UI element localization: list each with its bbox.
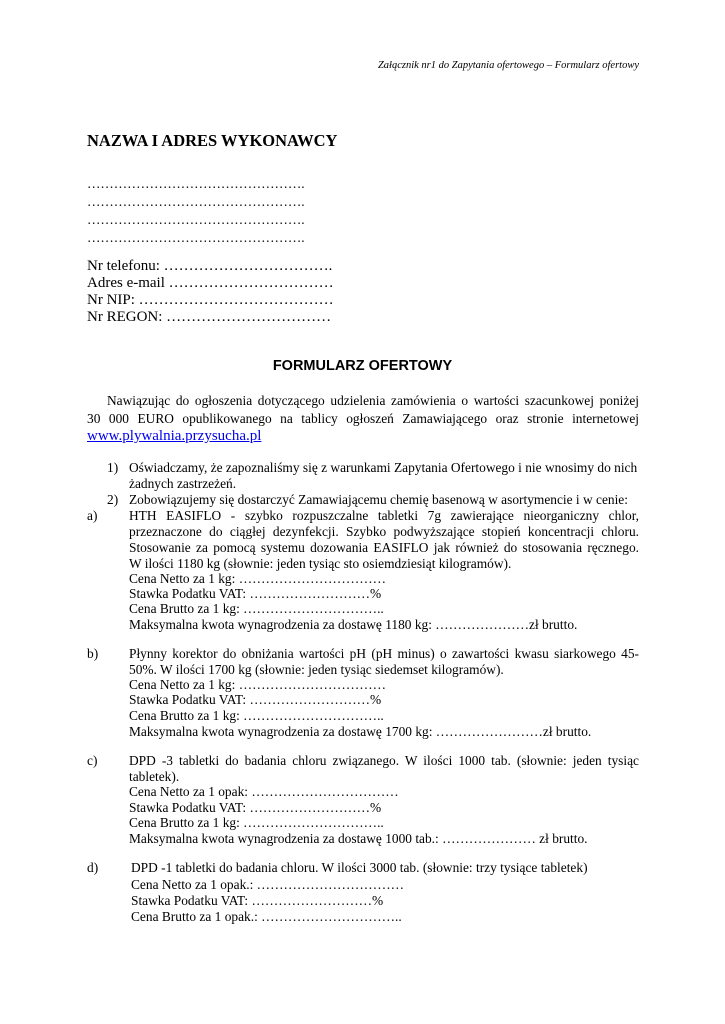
- statement-1-line-1: Oświadczamy, że zapoznaliśmy się z warunkami Zapytania Ofertowego i nie wnosimy do nich: [129, 460, 638, 475]
- phone-field[interactable]: Nr telefonu: …………………………….: [87, 258, 333, 274]
- item-c-letter: c): [87, 753, 98, 768]
- item-b-netto-field[interactable]: Cena Netto za 1 kg: ……………………………: [129, 677, 386, 692]
- statement-1-number: 1): [107, 460, 119, 475]
- item-a-netto-field[interactable]: Cena Netto za 1 kg: ……………………………: [129, 571, 386, 586]
- item-c-desc-line-2: tabletek).: [129, 769, 180, 784]
- item-c-netto-field[interactable]: Cena Netto za 1 opak: ……………………………: [129, 784, 399, 799]
- item-a-desc-line-4: W ilości 1180 kg (słownie: jeden tysiąc sto osiemdziesiąt kilogramów).: [129, 556, 512, 571]
- regon-field[interactable]: Nr REGON: ……………………………: [87, 309, 332, 325]
- item-d-brutto-field[interactable]: Cena Brutto za 1 opak.: …………………………..: [131, 909, 402, 924]
- statement-1-line-2: żadnych zastrzeżeń.: [129, 476, 237, 491]
- item-b-letter: b): [87, 646, 99, 661]
- nip-field[interactable]: Nr NIP: …………………………………: [87, 292, 334, 308]
- item-b-max-field[interactable]: Maksymalna kwota wynagrodzenia za dostawę 1700 kg: ……………………zł brutto.: [129, 724, 592, 739]
- item-a-desc-line-2: przeznaczone do ciągłej dezynfekcji. Szybko podwyższające stopień koncentracji chloru.: [129, 524, 639, 539]
- item-a-desc-line-3: Stosowanie za pomocą systemu dozowania EASIFLO jak również do stosowania ręcznego.: [129, 540, 639, 555]
- item-d-netto-field[interactable]: Cena Netto za 1 opak.: ……………………………: [131, 877, 404, 892]
- item-c-desc-line-1: DPD -3 tabletki do badania chloru związanego. W ilości 1000 tab. (słownie: jeden tysiąc: [129, 753, 639, 768]
- address-line-4[interactable]: ………………………………………….: [87, 230, 305, 245]
- website-link[interactable]: www.plywalnia.przysucha.pl: [87, 428, 262, 444]
- address-line-1[interactable]: ………………………………………….: [87, 176, 305, 191]
- item-b-desc-line-2: 50%. W ilości 1700 kg (słownie: jeden tysiąc siedemset kilogramów).: [129, 662, 504, 677]
- item-a-max-field[interactable]: Maksymalna kwota wynagrodzenia za dostawę 1180 kg: …………………zł brutto.: [129, 617, 578, 632]
- intro-line-1: Nawiązując do ogłoszenia dotyczącego udzielenia zamówienia o wartości szacunkowej poniżej: [107, 393, 639, 408]
- item-b-vat-field[interactable]: Stawka Podatku VAT: ………………………%: [129, 692, 382, 707]
- item-c-vat-field[interactable]: Stawka Podatku VAT: ………………………%: [129, 800, 382, 815]
- item-d-vat-field[interactable]: Stawka Podatku VAT: ………………………%: [131, 893, 384, 908]
- item-b-brutto-field[interactable]: Cena Brutto za 1 kg: …………………………..: [129, 708, 384, 723]
- item-c-max-field[interactable]: Maksymalna kwota wynagrodzenia za dostawę 1000 tab.: ………………… zł brutto.: [129, 831, 588, 846]
- item-a-desc-line-1: HTH EASIFLO - szybko rozpuszczalne tabletki 7g zawierające nieorganiczny chlor,: [129, 508, 639, 523]
- form-title: FORMULARZ OFERTOWY: [272, 358, 453, 374]
- address-line-3[interactable]: ………………………………………….: [87, 212, 305, 227]
- item-c-brutto-field[interactable]: Cena Brutto za 1 kg: …………………………..: [129, 815, 384, 830]
- statement-2-number: 2): [107, 492, 119, 507]
- address-line-2[interactable]: ………………………………………….: [87, 194, 305, 209]
- item-d-desc-line-1: DPD -1 tabletki do badania chloru. W ilości 3000 tab. (słownie: trzy tysiące tabletek): [131, 860, 588, 875]
- item-a-vat-field[interactable]: Stawka Podatku VAT: ………………………%: [129, 586, 382, 601]
- item-a-brutto-field[interactable]: Cena Brutto za 1 kg: …………………………..: [129, 601, 384, 616]
- item-a-letter: a): [87, 508, 98, 523]
- attachment-note: Załącznik nr1 do Zapytania ofertowego – Formularz ofertowy: [377, 60, 639, 71]
- contractor-title: NAZWA I ADRES WYKONAWCY: [87, 131, 338, 150]
- email-field[interactable]: Adres e-mail ……………………………: [87, 275, 334, 291]
- statement-2-line-1: Zobowiązujemy się dostarczyć Zamawiającemu chemię basenową w asortymencie i w cenie:: [129, 492, 628, 507]
- intro-line-2: 30 000 EURO opublikowanego na tablicy ogłoszeń Zamawiającego oraz stronie internetowej: [87, 411, 639, 426]
- item-b-desc-line-1: Płynny korektor do obniżania wartości pH (pH minus) o zawartości kwasu siarkowego 45-: [129, 646, 639, 661]
- item-d-letter: d): [87, 860, 99, 875]
